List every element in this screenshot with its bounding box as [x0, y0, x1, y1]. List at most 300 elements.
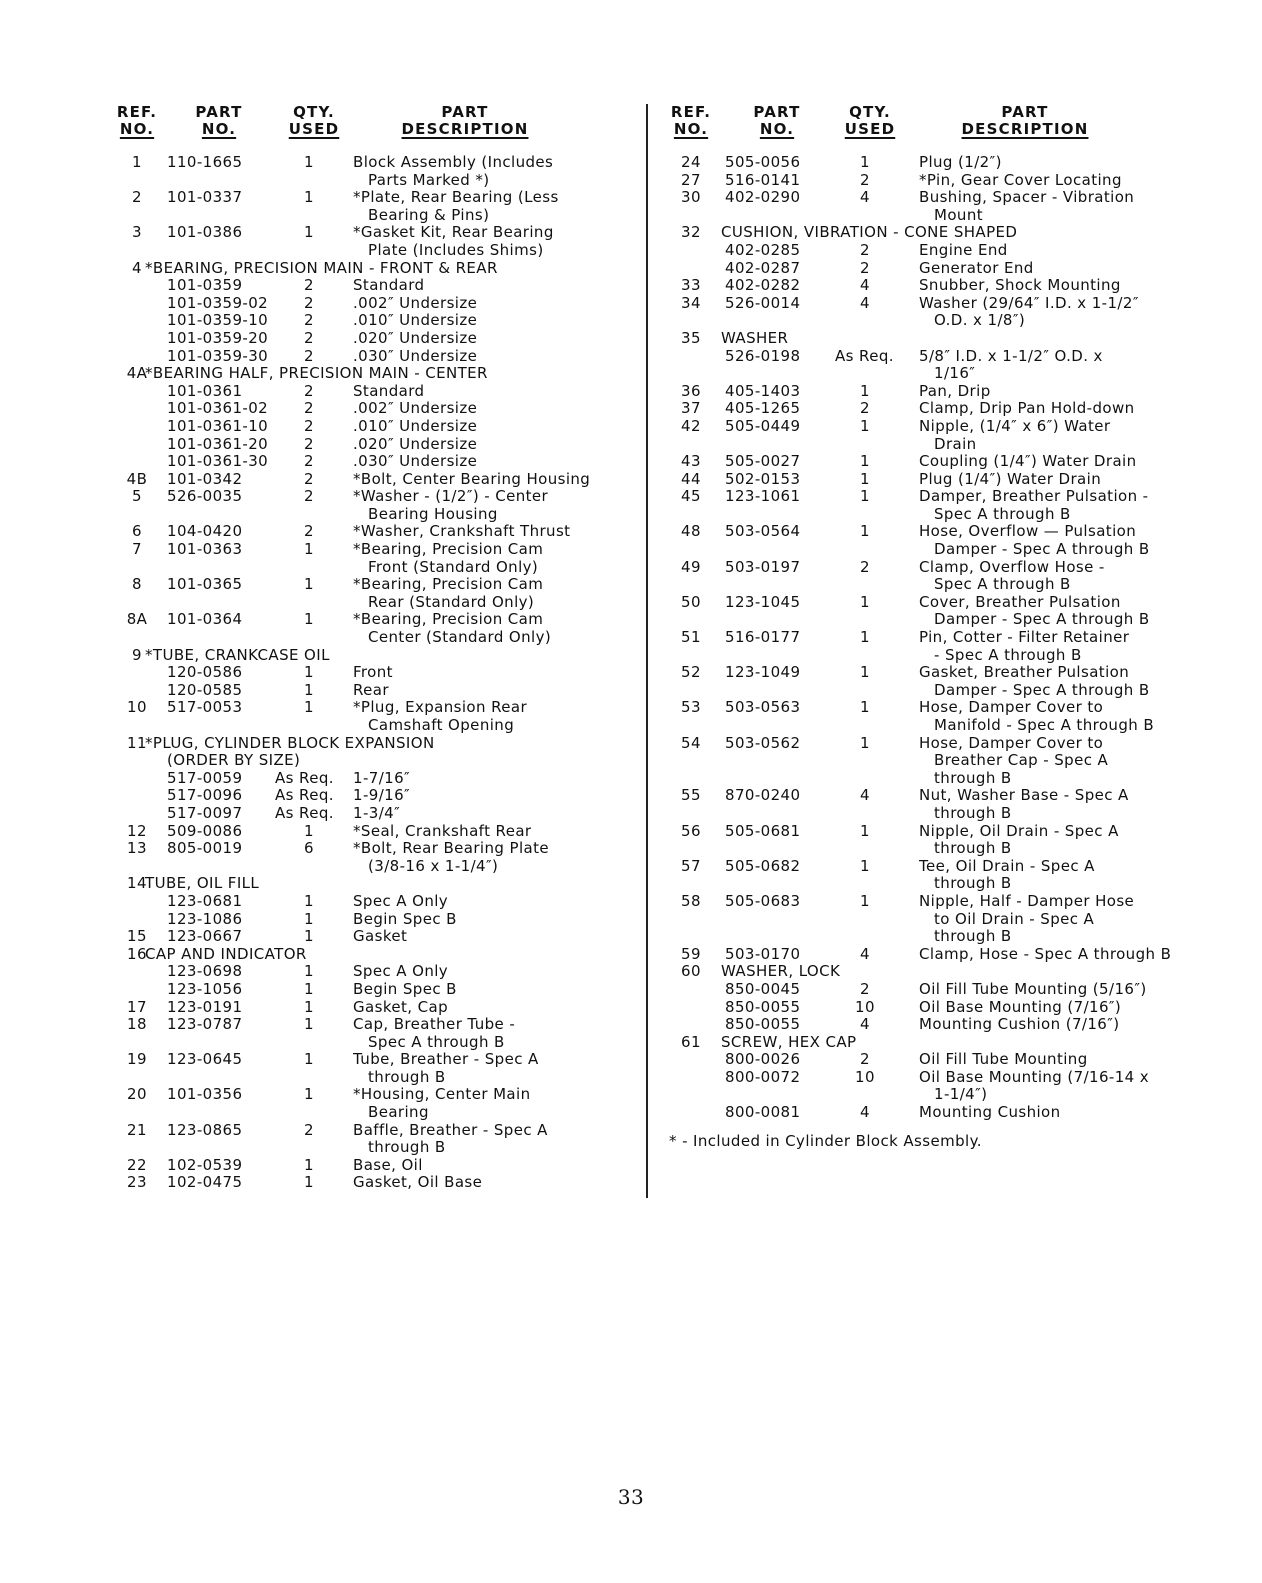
- ref-number: 14: [127, 874, 147, 893]
- part-number: 123-0865: [167, 1120, 243, 1139]
- table-row: [115, 1122, 615, 1157]
- table-row: [115, 893, 615, 911]
- part-description: [919, 295, 1199, 330]
- ref-number: 10: [127, 698, 147, 717]
- qty-used: 1: [860, 733, 870, 752]
- description-line: .010″ Undersize: [353, 416, 478, 435]
- ref-number: 13: [127, 839, 147, 858]
- table-row: [115, 365, 615, 383]
- table-row: [115, 664, 615, 682]
- description-line: *Plug, Expansion Rear: [353, 698, 528, 717]
- description-line: .002″ Undersize: [353, 399, 478, 418]
- description-line: Parts Marked *): [368, 170, 490, 189]
- description-line: Gasket, Breather Pulsation: [919, 663, 1130, 682]
- qty-used: 1: [304, 1173, 314, 1192]
- part-description: [353, 770, 615, 788]
- part-description: [919, 488, 1199, 523]
- ref-number: 35: [681, 328, 701, 347]
- part-description: [353, 523, 615, 541]
- description-line: Bearing & Pins): [368, 205, 490, 224]
- part-description: [353, 928, 615, 946]
- part-description: [919, 893, 1199, 946]
- description-line: Spec A through B: [368, 1032, 505, 1051]
- part-description: [353, 277, 615, 295]
- qty-used: 1: [304, 188, 314, 207]
- qty-used: As Req.: [275, 803, 334, 822]
- table-row: [669, 963, 1199, 981]
- table-row: [115, 963, 615, 981]
- part-description: [353, 911, 615, 929]
- part-description: [919, 242, 1199, 260]
- ref-number: 56: [681, 821, 701, 840]
- description-line: Nut, Washer Base - Spec A: [919, 786, 1129, 805]
- description-line: Spec A through B: [934, 504, 1071, 523]
- description-line: *Plate, Rear Bearing (Less: [353, 188, 559, 207]
- ref-number: 44: [681, 469, 701, 488]
- part-description: [353, 664, 615, 682]
- part-number: 123-1061: [725, 487, 801, 506]
- ref-number: 24: [681, 153, 701, 171]
- description-line: Clamp, Overflow Hose -: [919, 557, 1105, 576]
- table-row: [669, 260, 1199, 278]
- part-number: 517-0059: [167, 768, 243, 787]
- qty-used: 10: [855, 1067, 875, 1086]
- ref-number: 12: [127, 821, 147, 840]
- description-line: Plate (Includes Shims): [368, 240, 544, 259]
- part-number: 104-0420: [167, 522, 243, 541]
- part-description: [919, 453, 1199, 471]
- qty-used: 1: [860, 381, 870, 400]
- ref-number: 22: [127, 1155, 147, 1174]
- qty-used: 1: [860, 856, 870, 875]
- qty-used: 2: [304, 328, 314, 347]
- qty-used: 1: [860, 153, 870, 171]
- part-description: [919, 735, 1199, 788]
- description-line: Mount: [934, 205, 984, 224]
- description-line: 5/8″ I.D. x 1-1/2″ O.D. x: [919, 346, 1103, 365]
- qty-used: As Req.: [835, 346, 894, 365]
- part-description: [919, 858, 1199, 893]
- ref-number: 9: [132, 645, 142, 664]
- qty-used: 1: [860, 469, 870, 488]
- table-row: [115, 735, 615, 753]
- ref-number: 18: [127, 1015, 147, 1034]
- qty-used: 1: [304, 821, 314, 840]
- part-description: [919, 348, 1199, 383]
- description-line: Mounting Cushion (7/16″): [919, 1015, 1120, 1034]
- ref-number: 3: [132, 223, 142, 242]
- description-line: *Pin, Gear Cover Locating: [919, 170, 1122, 189]
- parts-list-right: [669, 104, 1199, 1150]
- ref-number: 54: [681, 733, 701, 752]
- header-part-no: PART NO.: [753, 103, 801, 138]
- qty-used: 1: [304, 663, 314, 682]
- part-description: [919, 471, 1199, 489]
- description-line: Oil Base Mounting (7/16-14 x: [919, 1067, 1150, 1086]
- part-number: 101-0359-10: [167, 311, 269, 330]
- part-number: 123-0787: [167, 1015, 243, 1034]
- description-line: .010″ Undersize: [353, 311, 478, 330]
- description-line: .020″ Undersize: [353, 328, 478, 347]
- part-description: [353, 400, 615, 418]
- group-heading: WASHER: [721, 328, 789, 347]
- ref-number: 42: [681, 416, 701, 435]
- part-description: [353, 1086, 615, 1121]
- part-number: 123-1056: [167, 979, 243, 998]
- description-line: Bushing, Spacer - Vibration: [919, 188, 1135, 207]
- qty-used: 4: [860, 188, 870, 207]
- table-row: [669, 893, 1199, 946]
- description-line: Pan, Drip: [919, 381, 991, 400]
- description-line: 1/16″: [934, 364, 976, 383]
- part-number: 402-0287: [725, 258, 801, 277]
- ref-number: 8: [132, 575, 142, 594]
- part-number: 123-0667: [167, 927, 243, 946]
- description-line: .002″ Undersize: [353, 293, 478, 312]
- part-description: [919, 260, 1199, 278]
- ref-number: 52: [681, 663, 701, 682]
- table-header-left: [115, 104, 615, 154]
- table-row: [669, 999, 1199, 1017]
- table-row: [115, 1016, 615, 1051]
- part-description: [353, 1174, 615, 1192]
- ref-number: 23: [127, 1173, 147, 1192]
- part-description: [353, 541, 615, 576]
- description-line: 1-9/16″: [353, 786, 411, 805]
- qty-used: 1: [304, 1085, 314, 1104]
- qty-used: 10: [855, 997, 875, 1016]
- part-description: [919, 154, 1199, 172]
- qty-used: 1: [860, 487, 870, 506]
- description-line: *Washer, Crankshaft Thrust: [353, 522, 571, 541]
- part-description: [919, 823, 1199, 858]
- table-row: [669, 488, 1199, 523]
- qty-used: 2: [304, 416, 314, 435]
- part-description: [919, 787, 1199, 822]
- qty-used: 1: [860, 452, 870, 471]
- part-description: [353, 1122, 615, 1157]
- part-number: 101-0359-30: [167, 346, 269, 365]
- qty-used: 1: [304, 1050, 314, 1069]
- part-description: [353, 471, 615, 489]
- table-row: [669, 1069, 1199, 1104]
- part-number: 850-0055: [725, 997, 801, 1016]
- table-row: [669, 348, 1199, 383]
- part-number: 101-0337: [167, 188, 243, 207]
- description-line: Oil Fill Tube Mounting: [919, 1050, 1088, 1069]
- description-line: Coupling (1/4″) Water Drain: [919, 452, 1137, 471]
- qty-used: 4: [860, 1015, 870, 1034]
- qty-used: 1: [304, 680, 314, 699]
- description-line: through B: [934, 768, 1012, 787]
- qty-used: 4: [860, 293, 870, 312]
- description-line: Spec A through B: [934, 575, 1071, 594]
- table-row: [669, 1104, 1199, 1122]
- table-row: [669, 471, 1199, 489]
- part-number: 509-0086: [167, 821, 243, 840]
- part-description: [919, 699, 1199, 734]
- table-row: [669, 154, 1199, 172]
- qty-used: 1: [860, 522, 870, 541]
- ref-number: 4: [132, 258, 142, 277]
- table-row: [115, 295, 615, 313]
- ref-number: 27: [681, 170, 701, 189]
- description-line: Rear: [353, 680, 389, 699]
- qty-used: 2: [304, 276, 314, 295]
- part-number: 101-0356: [167, 1085, 243, 1104]
- ref-number: 32: [681, 223, 701, 242]
- qty-used: 1: [304, 962, 314, 981]
- description-line: *Bearing, Precision Cam: [353, 540, 544, 559]
- table-row: [669, 946, 1199, 964]
- table-row: [669, 699, 1199, 734]
- description-line: Washer (29/64″ I.D. x 1-1/2″: [919, 293, 1139, 312]
- part-description: [919, 1016, 1199, 1034]
- description-line: Front: [353, 663, 393, 682]
- part-number: 850-0045: [725, 979, 801, 998]
- part-description: [919, 594, 1199, 629]
- qty-used: 2: [304, 434, 314, 453]
- description-line: Generator End: [919, 258, 1034, 277]
- part-number: 123-0191: [167, 997, 243, 1016]
- group-heading: CUSHION, VIBRATION - CONE SHAPED: [721, 223, 1018, 242]
- rows-left: [115, 154, 615, 1192]
- ref-number: 50: [681, 592, 701, 611]
- table-row: [115, 875, 615, 893]
- table-row: [115, 224, 615, 259]
- qty-used: 2: [304, 469, 314, 488]
- description-line: Standard: [353, 381, 425, 400]
- description-line: Nipple, Half - Damper Hose: [919, 891, 1135, 910]
- description-line: Mounting Cushion: [919, 1103, 1061, 1122]
- part-number: 101-0386: [167, 223, 243, 242]
- table-row: [669, 453, 1199, 471]
- table-row: [669, 858, 1199, 893]
- qty-used: 1: [304, 610, 314, 629]
- description-line: Bearing: [368, 1103, 429, 1122]
- column-divider: [646, 104, 648, 1198]
- description-line: through B: [934, 874, 1012, 893]
- table-row: [115, 840, 615, 875]
- part-description: [353, 418, 615, 436]
- description-line: Nipple, Oil Drain - Spec A: [919, 821, 1119, 840]
- table-row: [669, 629, 1199, 664]
- qty-used: 1: [860, 416, 870, 435]
- part-description: [353, 576, 615, 611]
- ref-number: 36: [681, 381, 701, 400]
- part-number: 123-1045: [725, 592, 801, 611]
- table-row: [669, 523, 1199, 558]
- part-number: 805-0019: [167, 839, 243, 858]
- description-line: Spec A Only: [353, 962, 449, 981]
- part-number: 505-0682: [725, 856, 801, 875]
- table-row: [115, 154, 615, 189]
- qty-used: 1: [304, 1155, 314, 1174]
- description-line: .030″ Undersize: [353, 452, 478, 471]
- table-row: [115, 189, 615, 224]
- qty-used: 1: [860, 663, 870, 682]
- part-description: [353, 963, 615, 981]
- description-line: *Housing, Center Main: [353, 1085, 531, 1104]
- description-line: Drain: [934, 434, 977, 453]
- ref-number: 43: [681, 452, 701, 471]
- part-description: [919, 559, 1199, 594]
- part-number: 503-0562: [725, 733, 801, 752]
- description-line: through B: [368, 1138, 446, 1157]
- header-part-description: PART DESCRIPTION: [961, 103, 1089, 138]
- table-row: [115, 1157, 615, 1175]
- description-line: Cover, Breather Pulsation: [919, 592, 1121, 611]
- table-row: [115, 523, 615, 541]
- qty-used: 1: [860, 891, 870, 910]
- part-number: 101-0361-30: [167, 452, 269, 471]
- table-row: [115, 330, 615, 348]
- description-line: Oil Fill Tube Mounting (5/16″): [919, 979, 1147, 998]
- ref-number: 45: [681, 487, 701, 506]
- table-row: [115, 647, 615, 665]
- description-line: Snubber, Shock Mounting: [919, 276, 1121, 295]
- qty-used: 2: [860, 240, 870, 259]
- part-number: 123-0645: [167, 1050, 243, 1069]
- part-number: 503-0197: [725, 557, 801, 576]
- part-number: 405-1403: [725, 381, 801, 400]
- table-row: [115, 312, 615, 330]
- part-description: [353, 295, 615, 313]
- ref-number: 2: [132, 188, 142, 207]
- group-heading: *TUBE, CRANKCASE OIL: [145, 645, 330, 664]
- part-description: [353, 312, 615, 330]
- table-row: [669, 242, 1199, 260]
- table-row: [115, 277, 615, 295]
- description-line: Spec A Only: [353, 891, 449, 910]
- description-line: .020″ Undersize: [353, 434, 478, 453]
- table-row: [115, 928, 615, 946]
- table-row: [115, 999, 615, 1017]
- qty-used: 1: [304, 1015, 314, 1034]
- part-number: 516-0177: [725, 628, 801, 647]
- part-description: [353, 787, 615, 805]
- description-line: Clamp, Drip Pan Hold-down: [919, 399, 1135, 418]
- table-row: [115, 911, 615, 929]
- table-row: [669, 224, 1199, 242]
- part-description: [353, 1051, 615, 1086]
- ref-number: 15: [127, 927, 147, 946]
- table-row: [669, 418, 1199, 453]
- table-row: [669, 559, 1199, 594]
- description-line: 1-1/4″): [934, 1085, 988, 1104]
- description-line: Rear (Standard Only): [368, 592, 535, 611]
- description-line: *Bearing, Precision Cam: [353, 575, 544, 594]
- description-line: through B: [934, 839, 1012, 858]
- ref-number: 8A: [126, 610, 148, 629]
- part-number: 123-0698: [167, 962, 243, 981]
- description-line: Hose, Overflow — Pulsation: [919, 522, 1137, 541]
- table-row: [669, 330, 1199, 348]
- description-line: Hose, Damper Cover to: [919, 733, 1104, 752]
- qty-used: 1: [304, 997, 314, 1016]
- ref-number: 7: [132, 540, 142, 559]
- table-row: [115, 418, 615, 436]
- description-line: Front (Standard Only): [368, 557, 539, 576]
- description-line: Damper - Spec A through B: [934, 680, 1150, 699]
- ref-number: 48: [681, 522, 701, 541]
- description-line: Gasket, Cap: [353, 997, 449, 1016]
- part-description: [353, 330, 615, 348]
- part-number: 800-0072: [725, 1067, 801, 1086]
- part-description: [353, 1157, 615, 1175]
- table-row: [115, 488, 615, 523]
- qty-used: 1: [860, 821, 870, 840]
- table-row: [115, 576, 615, 611]
- description-line: 1-3/4″: [353, 803, 401, 822]
- description-line: *Bearing, Precision Cam: [353, 610, 544, 629]
- part-number: 123-1086: [167, 909, 243, 928]
- table-row: [669, 594, 1199, 629]
- table-row: [669, 1051, 1199, 1069]
- qty-used: 4: [860, 276, 870, 295]
- part-number: 402-0285: [725, 240, 801, 259]
- table-row: [115, 787, 615, 805]
- part-description: [353, 611, 615, 646]
- qty-used: 1: [860, 628, 870, 647]
- part-number: 120-0586: [167, 663, 243, 682]
- table-row: [669, 383, 1199, 401]
- part-number: 123-1049: [725, 663, 801, 682]
- part-description: [353, 224, 615, 259]
- description-line: Bearing Housing: [368, 504, 498, 523]
- part-description: [919, 1069, 1199, 1104]
- description-line: Damper - Spec A through B: [934, 540, 1150, 559]
- part-description: [919, 523, 1199, 558]
- description-line: O.D. x 1/8″): [934, 311, 1026, 330]
- ref-number: 34: [681, 293, 701, 312]
- qty-used: 1: [304, 891, 314, 910]
- ref-number: 1: [132, 153, 142, 171]
- group-heading: WASHER, LOCK: [721, 962, 841, 981]
- part-number: 102-0475: [167, 1173, 243, 1192]
- part-number: 516-0141: [725, 170, 801, 189]
- part-number: 101-0364: [167, 610, 243, 629]
- qty-used: 2: [304, 293, 314, 312]
- ref-number: 30: [681, 188, 701, 207]
- table-row: [669, 1016, 1199, 1034]
- part-description: [353, 453, 615, 471]
- part-number: 503-0564: [725, 522, 801, 541]
- part-number: 120-0585: [167, 680, 243, 699]
- ref-number: 49: [681, 557, 701, 576]
- table-row: [115, 453, 615, 471]
- description-line: Tee, Oil Drain - Spec A: [919, 856, 1095, 875]
- description-line: 1-7/16″: [353, 768, 411, 787]
- description-line: Pin, Cotter - Filter Retainer: [919, 628, 1130, 647]
- group-heading: *PLUG, CYLINDER BLOCK EXPANSION: [145, 733, 435, 752]
- part-number: 526-0035: [167, 487, 243, 506]
- description-line: through B: [934, 927, 1012, 946]
- part-description: [919, 629, 1199, 664]
- description-line: Standard: [353, 276, 425, 295]
- qty-used: 1: [304, 927, 314, 946]
- part-number: 870-0240: [725, 786, 801, 805]
- table-row: [115, 699, 615, 734]
- part-number: 505-0449: [725, 416, 801, 435]
- description-line: (3/8-16 x 1-1/4″): [368, 856, 499, 875]
- table-row: [669, 981, 1199, 999]
- qty-used: 2: [304, 399, 314, 418]
- description-line: Engine End: [919, 240, 1008, 259]
- qty-used: As Req.: [275, 786, 334, 805]
- part-description: [353, 1016, 615, 1051]
- part-number: 402-0282: [725, 276, 801, 295]
